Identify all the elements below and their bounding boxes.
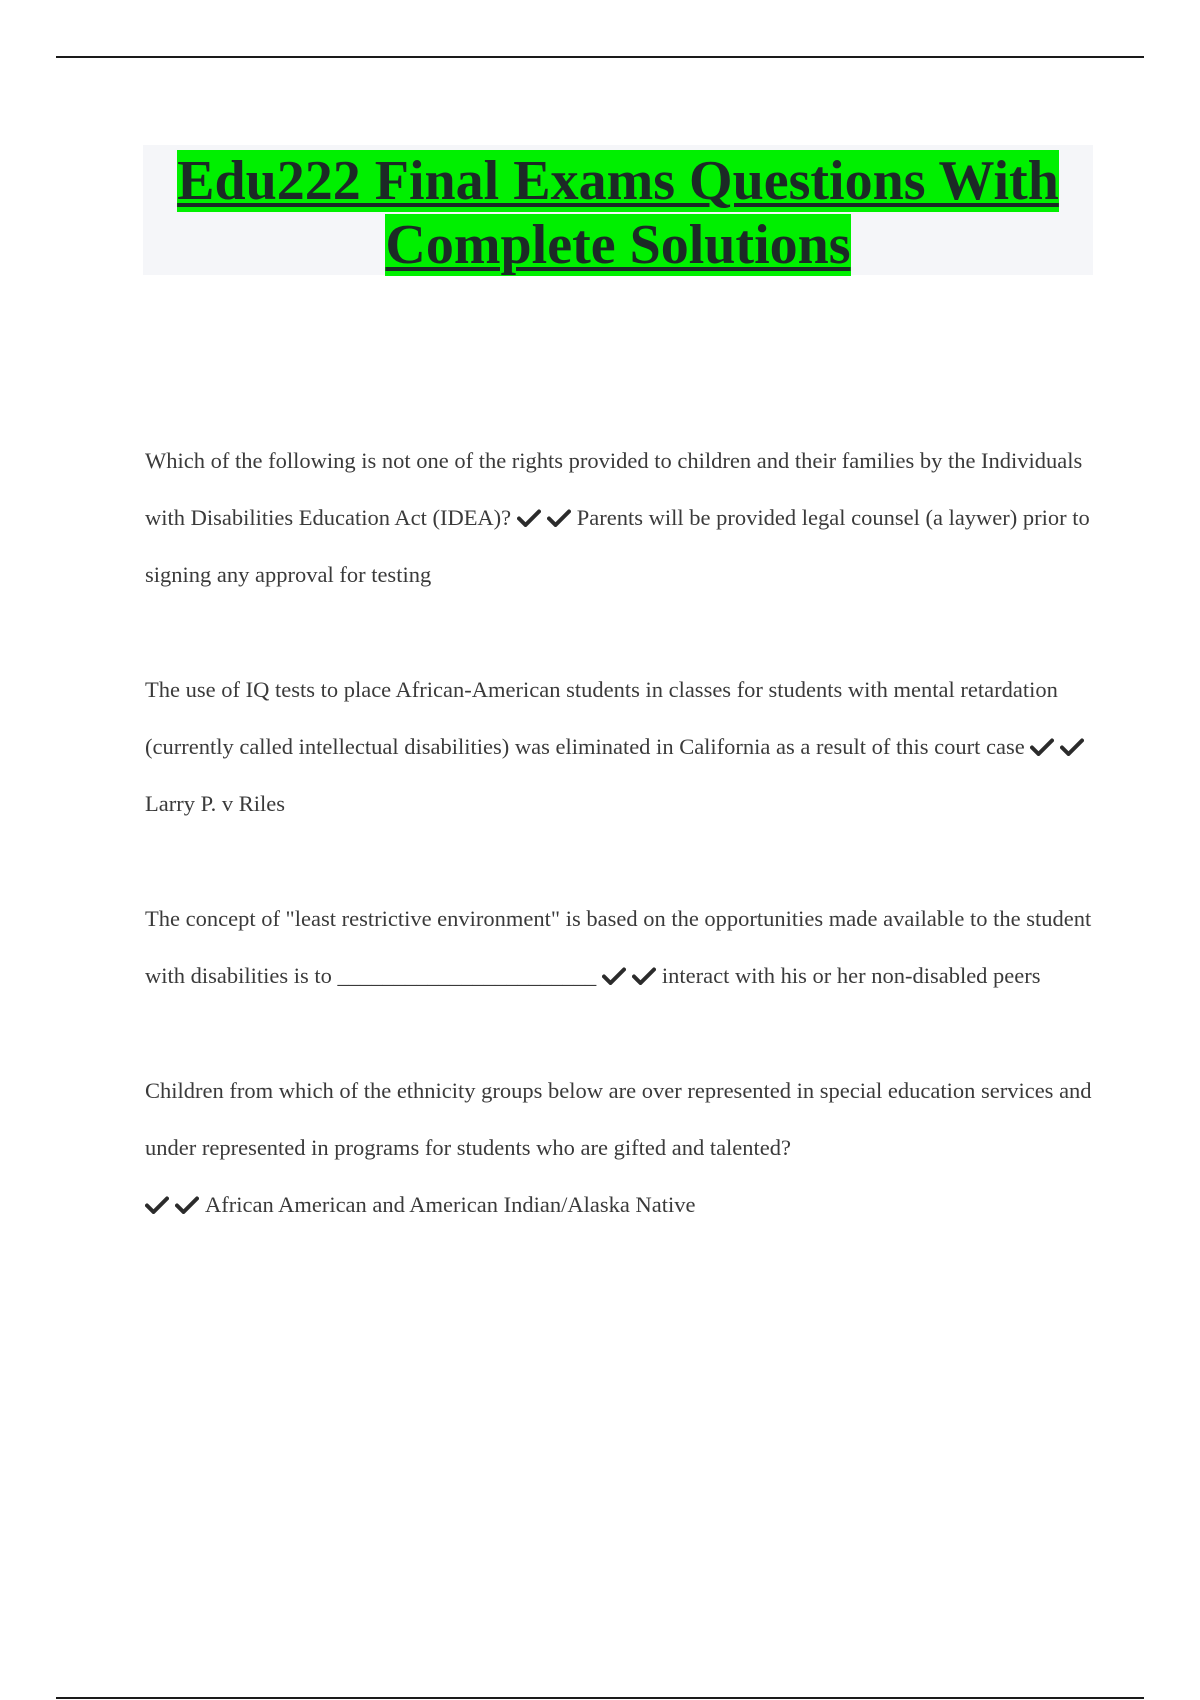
question-text: Which of the following is not one of the rights provided to children and their families by the Individuals with Disabilities Education Act (IDEA)? bbox=[145, 448, 1083, 530]
title-line-2: Complete Solutions bbox=[385, 214, 851, 276]
answer-text: Larry P. v Riles bbox=[145, 791, 285, 816]
answer-marker bbox=[1030, 734, 1090, 759]
question-text: The use of IQ tests to place African-American students in classes for students with mental retardation (currently called intellectual disabilities) was eliminated in California as a result of this court case bbox=[145, 677, 1058, 759]
bottom-rule bbox=[56, 1697, 1144, 1699]
document-title bbox=[143, 145, 1093, 277]
answer-text: interact with his or her non-disabled peers bbox=[661, 963, 1041, 988]
check-icon bbox=[1060, 738, 1084, 756]
answer-text: African American and American Indian/Alaska Native bbox=[205, 1192, 696, 1217]
answer-marker bbox=[602, 963, 662, 988]
title-line-1: Edu222 Final Exams Questions With bbox=[177, 150, 1059, 212]
answer-marker bbox=[517, 505, 577, 530]
title-banner bbox=[143, 145, 1093, 275]
question-text: Children from which of the ethnicity groups below are over represented in special education services and under represented in programs for students who are gifted and talented? bbox=[145, 1078, 1092, 1160]
check-icon bbox=[602, 967, 626, 985]
check-icon bbox=[547, 509, 571, 527]
check-icon bbox=[175, 1196, 199, 1214]
top-rule bbox=[56, 56, 1144, 58]
qa-item-2 bbox=[145, 661, 1095, 832]
check-icon bbox=[1030, 738, 1054, 756]
qa-item-4 bbox=[145, 1062, 1095, 1233]
qa-item-3 bbox=[145, 890, 1095, 1004]
check-icon bbox=[517, 509, 541, 527]
qa-item-1 bbox=[145, 432, 1095, 603]
answer-marker bbox=[145, 1192, 205, 1217]
question-text: The concept of "least restrictive environment" is based on the opportunities made available to the student with disabilities is to _______________________ bbox=[145, 906, 1092, 988]
answer-text: Parents will be provided legal counsel (a laywer) prior to signing any approval for testing bbox=[145, 505, 1090, 587]
check-icon bbox=[632, 967, 656, 985]
check-icon bbox=[145, 1196, 169, 1214]
qa-list bbox=[145, 432, 1095, 1233]
